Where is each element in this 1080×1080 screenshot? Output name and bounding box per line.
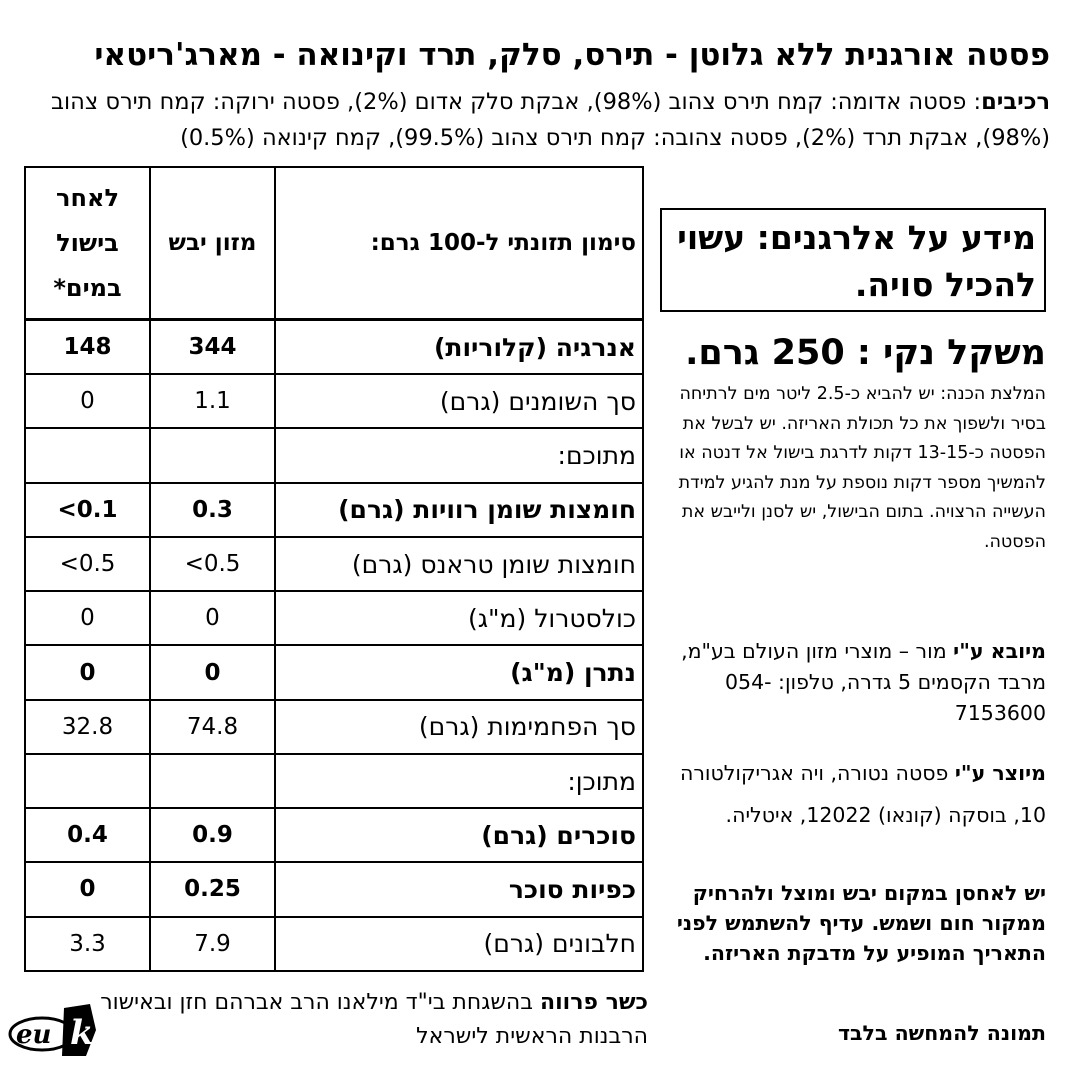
nutrition-row xyxy=(25,374,643,428)
nutrient-name: נתרן (מ"ג) xyxy=(275,645,643,699)
nutrition-row xyxy=(25,700,643,754)
nutrient-dry-value xyxy=(150,428,275,482)
ingredients-label: רכיבים xyxy=(981,89,1050,115)
importer-label: מיובא ע"י xyxy=(953,639,1046,663)
storage-instructions: יש לאחסן במקום יבש ומוצל ולהרחיק ממקור חום ושמש. עדיף להשתמש לפני התאריך המופיע על מדבקת האריזה. xyxy=(676,881,1046,965)
kosher-logo-text: eu xyxy=(16,1020,52,1050)
nutrient-name: אנרגיה (קלוריות) xyxy=(275,320,643,375)
nutrient-cooked-value: 0 xyxy=(25,374,150,428)
nutrition-row xyxy=(25,917,643,971)
nutrition-row xyxy=(25,862,643,916)
nutrient-cooked-value: 0 xyxy=(25,645,150,699)
net-weight: משקל נקי : 250 גרם. xyxy=(685,333,1046,373)
kosher-statement xyxy=(100,986,648,1054)
ingredients-text xyxy=(18,84,1050,156)
nutrient-dry-value: 0.25 xyxy=(150,862,275,916)
importer-info xyxy=(660,636,1046,729)
nutrient-name: חלבונים (גרם) xyxy=(275,917,643,971)
nutrition-header-dry: מזון יבש xyxy=(150,167,275,320)
nutrient-dry-value xyxy=(150,754,275,808)
manufacturer-label: מיוצר ע"י xyxy=(954,761,1046,785)
nutrient-dry-value: 1.1 xyxy=(150,374,275,428)
kosher-label: כשר פרווה xyxy=(540,990,648,1015)
nutrient-name: כפיות סוכר xyxy=(275,862,643,916)
nutrition-row xyxy=(25,754,643,808)
nutrient-dry-value: 7.9 xyxy=(150,917,275,971)
nutrition-header-cooked: לאחר בישול במים* xyxy=(25,167,150,320)
nutrient-name: חומצות שומן טראנס (גרם) xyxy=(275,537,643,591)
nutrition-row xyxy=(25,483,643,537)
nutrient-name: סך השומנים (גרם) xyxy=(275,374,643,428)
nutrient-cooked-value: 32.8 xyxy=(25,700,150,754)
nutrient-cooked-value: <0.1 xyxy=(25,483,150,537)
kosher-certification-logo-icon xyxy=(6,1000,98,1060)
nutrition-header-name: סימון תזונתי ל-100 גרם: xyxy=(275,167,643,320)
nutrient-dry-value: 0.3 xyxy=(150,483,275,537)
nutrition-header-row xyxy=(25,167,643,320)
nutrient-dry-value: 0.9 xyxy=(150,808,275,862)
nutrition-body xyxy=(25,320,643,972)
kosher-text: בהשגחת בי"ד מילאנו הרב אברהם חזן ובאישור הרבנות הראשית לישראל xyxy=(100,990,648,1049)
nutrition-row xyxy=(25,808,643,862)
preparation-instructions: המלצת הכנה: יש להביא כ-2.5 ליטר מים לרתיחה בסיר ולשפוך את כל תכולת האריזה. יש לבשל את הפסטה כ-13-15 דקות לדרגת בישול אל דנטה או להמשיך מספר דקות נוספת על מנת להגיע למידת העשייה הרצויה. בתום הבישול, יש לסנן ולייבש את הפסטה. xyxy=(678,384,1046,552)
nutrient-cooked-value xyxy=(25,428,150,482)
nutrition-row xyxy=(25,537,643,591)
nutrient-cooked-value: 0 xyxy=(25,591,150,645)
allergen-box: מידע על אלרגנים: עשוי להכיל סויה. xyxy=(660,208,1046,312)
nutrient-name: מתוכן: xyxy=(275,754,643,808)
nutrient-name: סך הפחמימות (גרם) xyxy=(275,700,643,754)
nutrient-cooked-value: 0 xyxy=(25,862,150,916)
nutrient-dry-value: 0 xyxy=(150,591,275,645)
nutrition-row xyxy=(25,645,643,699)
nutrition-table xyxy=(24,166,644,972)
nutrient-cooked-value: 0.4 xyxy=(25,808,150,862)
nutrient-dry-value: <0.5 xyxy=(150,537,275,591)
importer-text: מור – מוצרי מזון העולם בע"מ, מרבד הקסמים 5 גדרה, טלפון: 054-7153600 xyxy=(681,639,1046,725)
nutrition-row xyxy=(25,428,643,482)
nutrient-dry-value: 0 xyxy=(150,645,275,699)
image-disclaimer: תמונה להמחשה בלבד xyxy=(837,1021,1046,1045)
nutrition-row xyxy=(25,320,643,375)
nutrient-cooked-value: <0.5 xyxy=(25,537,150,591)
nutrient-dry-value: 74.8 xyxy=(150,700,275,754)
nutrient-dry-value: 344 xyxy=(150,320,275,375)
nutrient-name: חומצות שומן רוויות (גרם) xyxy=(275,483,643,537)
nutrient-name: סוכרים (גרם) xyxy=(275,808,643,862)
nutrient-name: כולסטרול (מ"ג) xyxy=(275,591,643,645)
ingredients-list: : פסטה אדומה: קמח תירס צהוב (98%), אבקת סלק אדום (2%), פסטה ירוקה: קמח תירס צהוב (98%), אבקת תרד (2%), פסטה צהובה: קמח תירס צהוב (99.5%), קמח קינואה (0.5%) xyxy=(51,89,1050,151)
nutrient-name: מתוכם: xyxy=(275,428,643,482)
nutrition-row xyxy=(25,591,643,645)
nutrient-cooked-value: 148 xyxy=(25,320,150,375)
product-title: פסטה אורגנית ללא גלוטן - תירס, סלק, תרד וקינואה - מארג'ריטאי xyxy=(94,37,1050,73)
manufacturer-text: פסטה נטורה, ויה אגריקולטורה 10, בוסקה (קונאו) 12022, איטליה. xyxy=(679,761,1046,827)
kosher-logo-letter: k xyxy=(70,1013,94,1053)
nutrient-cooked-value xyxy=(25,754,150,808)
manufacturer-info xyxy=(660,752,1046,836)
nutrient-cooked-value: 3.3 xyxy=(25,917,150,971)
